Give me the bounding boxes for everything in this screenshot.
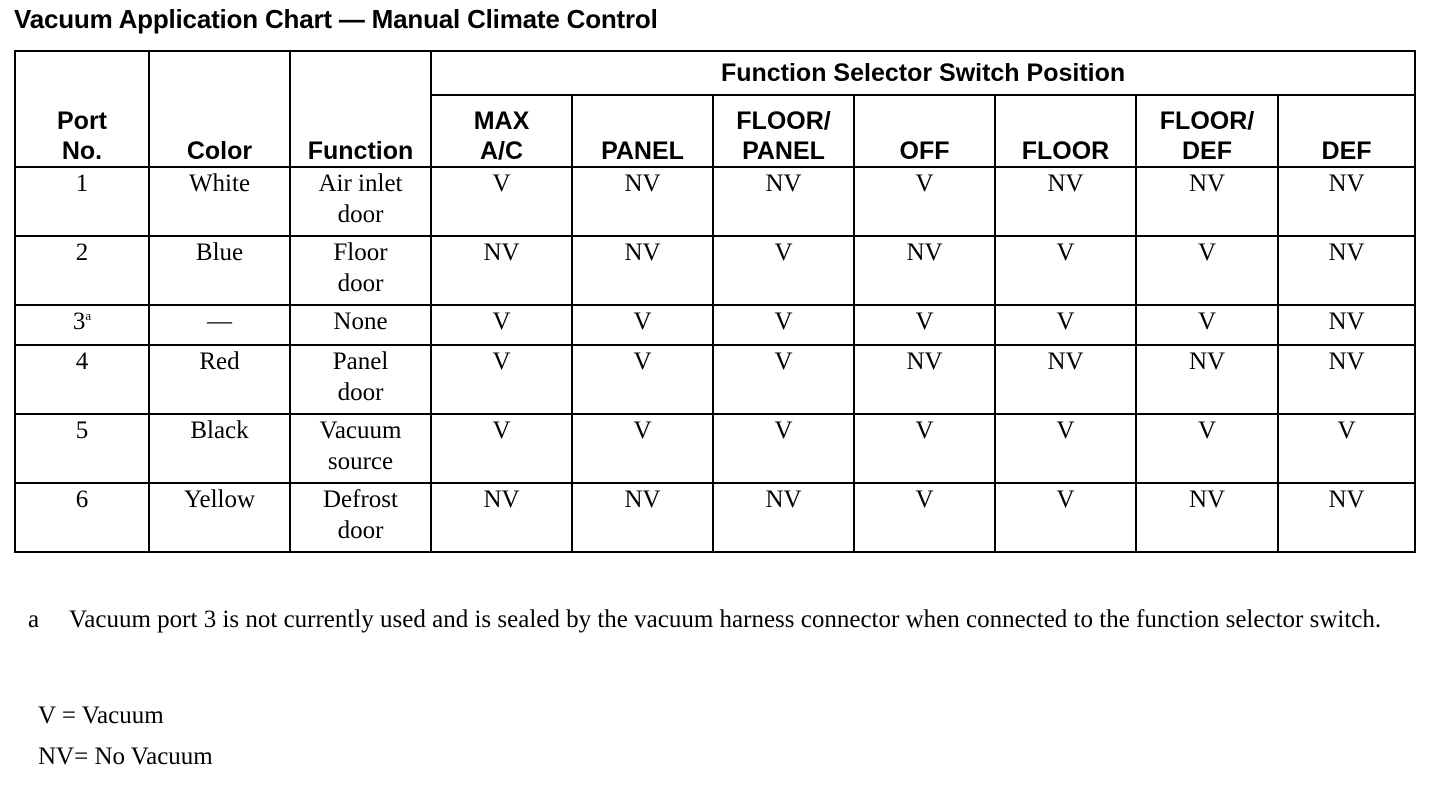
- header-position-5: [1136, 95, 1278, 167]
- header-position-line2: PANEL: [742, 137, 825, 165]
- function-line2: source: [327, 448, 394, 475]
- header-port-no: [15, 51, 149, 167]
- vacuum-value-cell: V: [713, 305, 854, 345]
- table-row: [15, 236, 1415, 305]
- color-cell: Yellow: [149, 483, 290, 552]
- function-cell: [290, 345, 431, 414]
- header-position-line2: FLOOR: [1021, 137, 1110, 165]
- header-port-line2: No.: [61, 137, 103, 165]
- vacuum-value-cell: NV: [713, 483, 854, 552]
- header-port-line1: Port: [57, 107, 107, 135]
- function-cell: [290, 167, 431, 236]
- vacuum-value-cell: NV: [572, 236, 713, 305]
- port-cell: [15, 414, 149, 483]
- header-position-line2: PANEL: [601, 137, 684, 165]
- function-line1: Vacuum: [319, 417, 402, 444]
- vacuum-value-cell: NV: [995, 167, 1136, 236]
- vacuum-value-cell: V: [431, 167, 572, 236]
- footnote-marker: a: [28, 606, 40, 633]
- color-cell: White: [149, 167, 290, 236]
- vacuum-value-cell: NV: [995, 345, 1136, 414]
- header-position-line2: DEF: [1182, 137, 1232, 165]
- function-cell: [290, 414, 431, 483]
- function-cell: [290, 236, 431, 305]
- table-row: [15, 167, 1415, 236]
- vacuum-value-cell: V: [995, 483, 1136, 552]
- header-position-4: [995, 95, 1136, 167]
- chart-title: Vacuum Application Chart — Manual Climate Control: [14, 4, 658, 34]
- vacuum-value-cell: V: [713, 236, 854, 305]
- vacuum-value-cell: V: [854, 483, 995, 552]
- vacuum-value-cell: V: [854, 167, 995, 236]
- function-line1: Air inlet: [318, 170, 403, 197]
- vacuum-value-cell: V: [854, 414, 995, 483]
- vacuum-value-cell: NV: [1136, 167, 1278, 236]
- function-line1: Floor: [333, 239, 388, 266]
- table-row: [15, 305, 1415, 345]
- vacuum-value-cell: NV: [1278, 345, 1415, 414]
- port-cell: [15, 483, 149, 552]
- header-position-line1: FLOOR/: [1159, 107, 1255, 135]
- vacuum-value-cell: V: [1136, 236, 1278, 305]
- port-number: 2: [75, 239, 89, 266]
- port-number: 1: [75, 170, 89, 197]
- vacuum-value-cell: NV: [431, 483, 572, 552]
- header-position-line1: MAX: [473, 107, 530, 135]
- vacuum-value-cell: NV: [854, 345, 995, 414]
- header-position-line1: [855, 106, 994, 136]
- vacuum-value-cell: NV: [854, 236, 995, 305]
- color-cell: Blue: [149, 236, 290, 305]
- header-position-line2: OFF: [899, 137, 950, 165]
- function-line1: Panel: [332, 348, 389, 375]
- header-position-line2: A/C: [479, 137, 524, 165]
- port-number: 5: [75, 417, 89, 444]
- vacuum-value-cell: NV: [713, 167, 854, 236]
- function-line2: door: [337, 201, 384, 228]
- vacuum-value-cell: NV: [572, 167, 713, 236]
- header-position-line2: DEF: [1321, 137, 1372, 165]
- function-line1: Defrost: [323, 486, 398, 513]
- function-cell: [290, 483, 431, 552]
- vacuum-value-cell: V: [1136, 414, 1278, 483]
- header-position-3: [854, 95, 995, 167]
- vacuum-value-cell: V: [431, 345, 572, 414]
- header-position-6: [1278, 95, 1415, 167]
- vacuum-value-cell: NV: [1136, 345, 1278, 414]
- color-cell: Black: [149, 414, 290, 483]
- port-number: 3: [72, 308, 86, 335]
- header-function: Function: [290, 51, 431, 167]
- header-function-selector-switch-position: Function Selector Switch Position: [431, 51, 1415, 95]
- vacuum-value-cell: NV: [1278, 483, 1415, 552]
- header-position-0: [431, 95, 572, 167]
- header-position-line1: [573, 106, 712, 136]
- color-cell: Red: [149, 345, 290, 414]
- function-cell: [290, 305, 431, 345]
- port-cell: [15, 305, 149, 345]
- port-number: 6: [75, 486, 89, 513]
- function-line2: door: [337, 270, 384, 297]
- vacuum-value-cell: V: [713, 345, 854, 414]
- vacuum-value-cell: NV: [1136, 483, 1278, 552]
- function-line2: door: [337, 517, 384, 544]
- footnote-text: Vacuum port 3 is not currently used and is sealed by the vacuum harness connector when connected to the function selector switch.: [69, 606, 1382, 633]
- legend-vacuum: V = Vacuum: [38, 702, 164, 729]
- footnote-reference: a: [85, 308, 92, 323]
- vacuum-value-cell: V: [572, 345, 713, 414]
- table-row: [15, 414, 1415, 483]
- vacuum-value-cell: V: [995, 236, 1136, 305]
- header-position-line1: FLOOR/: [736, 107, 831, 135]
- vacuum-value-cell: V: [1136, 305, 1278, 345]
- vacuum-value-cell: V: [713, 414, 854, 483]
- function-line1: None: [333, 308, 388, 335]
- port-number: 4: [75, 348, 89, 375]
- table-row: [15, 345, 1415, 414]
- header-position-2: [713, 95, 854, 167]
- vacuum-value-cell: V: [995, 414, 1136, 483]
- port-cell: [15, 345, 149, 414]
- vacuum-value-cell: V: [431, 414, 572, 483]
- vacuum-value-cell: V: [995, 305, 1136, 345]
- header-position-1: [572, 95, 713, 167]
- vacuum-value-cell: NV: [1278, 305, 1415, 345]
- color-cell: —: [149, 305, 290, 345]
- port-cell: [15, 167, 149, 236]
- vacuum-value-cell: V: [572, 414, 713, 483]
- vacuum-value-cell: V: [1278, 414, 1415, 483]
- header-position-line1: [996, 106, 1135, 136]
- function-line2: door: [337, 379, 384, 406]
- footnote: [28, 604, 1402, 635]
- vacuum-application-table: [14, 50, 1416, 553]
- vacuum-value-cell: NV: [1278, 236, 1415, 305]
- port-cell: [15, 236, 149, 305]
- vacuum-value-cell: NV: [1278, 167, 1415, 236]
- legend-no-vacuum: NV= No Vacuum: [38, 743, 213, 770]
- vacuum-value-cell: V: [431, 305, 572, 345]
- vacuum-value-cell: NV: [572, 483, 713, 552]
- vacuum-value-cell: V: [854, 305, 995, 345]
- header-color: Color: [149, 51, 290, 167]
- table-row: [15, 483, 1415, 552]
- vacuum-value-cell: V: [572, 305, 713, 345]
- vacuum-value-cell: NV: [431, 236, 572, 305]
- header-position-line1: [1279, 106, 1414, 136]
